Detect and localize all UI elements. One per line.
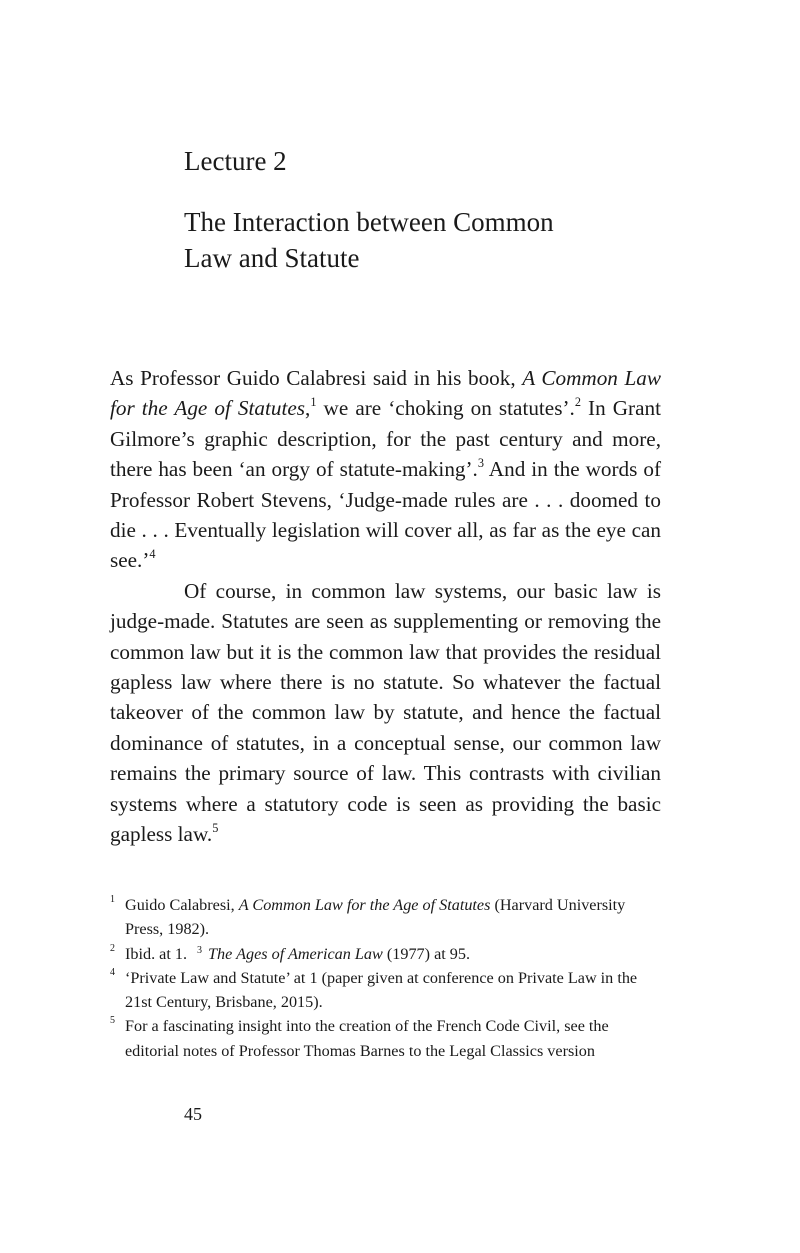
p1-book-title: A Common Law for the Age of Statutes: [110, 366, 661, 421]
p2-text: Of course, in common law systems, our basic law is judge-made. Statutes are seen as supplementing or removing the common law but it is the common law that provides the residual gapless law where there is no statute. So whatever the factual takeover of the common law by statute, and hence the factual dominance of statutes, in a conceptual sense, our common law remains the primary source of law. This contrasts with civilian systems where a statutory code is seen as providing the basic gapless law.: [110, 578, 661, 847]
lecture-title-line-2: Law and Statute: [184, 243, 360, 273]
p1-comma: ,: [305, 396, 311, 421]
footnote-ref-5[interactable]: 5: [212, 820, 219, 835]
lecture-title-line-1: The Interaction between Common: [184, 207, 554, 237]
p1-sentence-2: In Grant Gilmore’s graphic description, for the past century and more, there has been ‘an orgy of statute-making’.: [110, 396, 661, 482]
footnote-5: [110, 1014, 661, 1063]
footnote-3-book: The Ages of American Law: [208, 944, 383, 963]
footnote-5-mark: 5: [110, 1015, 115, 1027]
footnote-5-text: For a fascinating insight into the creation of the French Code Civil, see the editorial notes of Professor Thomas Barnes to the Legal Classics version: [125, 1017, 609, 1060]
footnote-3-mark: 3: [197, 944, 203, 956]
p1-sentence-3: And in the words of Professor Robert Stevens, ‘Judge-made rules are . . . doomed to die . . . Eventually legislation will cover all, as far as the eye can see.’: [110, 457, 661, 573]
footnote-1-mark: 1: [110, 894, 115, 905]
body-text: [110, 363, 661, 850]
footnote-1-book: A Common Law for the Age of Statutes: [238, 896, 491, 914]
footnote-ref-1[interactable]: 1: [310, 395, 317, 410]
p1-sentence-1-post: we are ‘choking on statutes’.: [316, 396, 575, 421]
footnote-ref-2[interactable]: 2: [574, 395, 581, 410]
footnote-2-3: [110, 942, 661, 966]
footnote-1-pre: Guido Calabresi,: [125, 896, 239, 914]
footnote-2-mark: 2: [110, 942, 115, 954]
paragraph-1: [110, 363, 661, 576]
footnote-4: [110, 966, 661, 1015]
page-number: 45: [184, 1104, 202, 1124]
paragraph-2: [110, 576, 661, 850]
footnote-4-text: ‘Private Law and Statute’ at 1 (paper given at conference on Private Law in the 21st Century, Brisbane, 2015).: [125, 968, 638, 1012]
footnote-3-post: (1977) at 95.: [382, 944, 471, 963]
footnotes: [110, 893, 661, 1063]
footnote-ref-3[interactable]: 3: [477, 456, 484, 470]
footnote-1-post: (Harvard University Press, 1982).: [125, 896, 626, 939]
lecture-label: Lecture 2: [184, 146, 287, 176]
footnote-ref-4[interactable]: 4: [149, 547, 156, 562]
footnote-1: [110, 893, 661, 942]
p1-sentence-1-pre: As Professor Guido Calabresi said in his book,: [110, 366, 523, 390]
lecture-title: [184, 204, 664, 276]
footnote-4-mark: 4: [110, 966, 115, 978]
footnote-2-text: Ibid. at 1.: [125, 944, 188, 963]
